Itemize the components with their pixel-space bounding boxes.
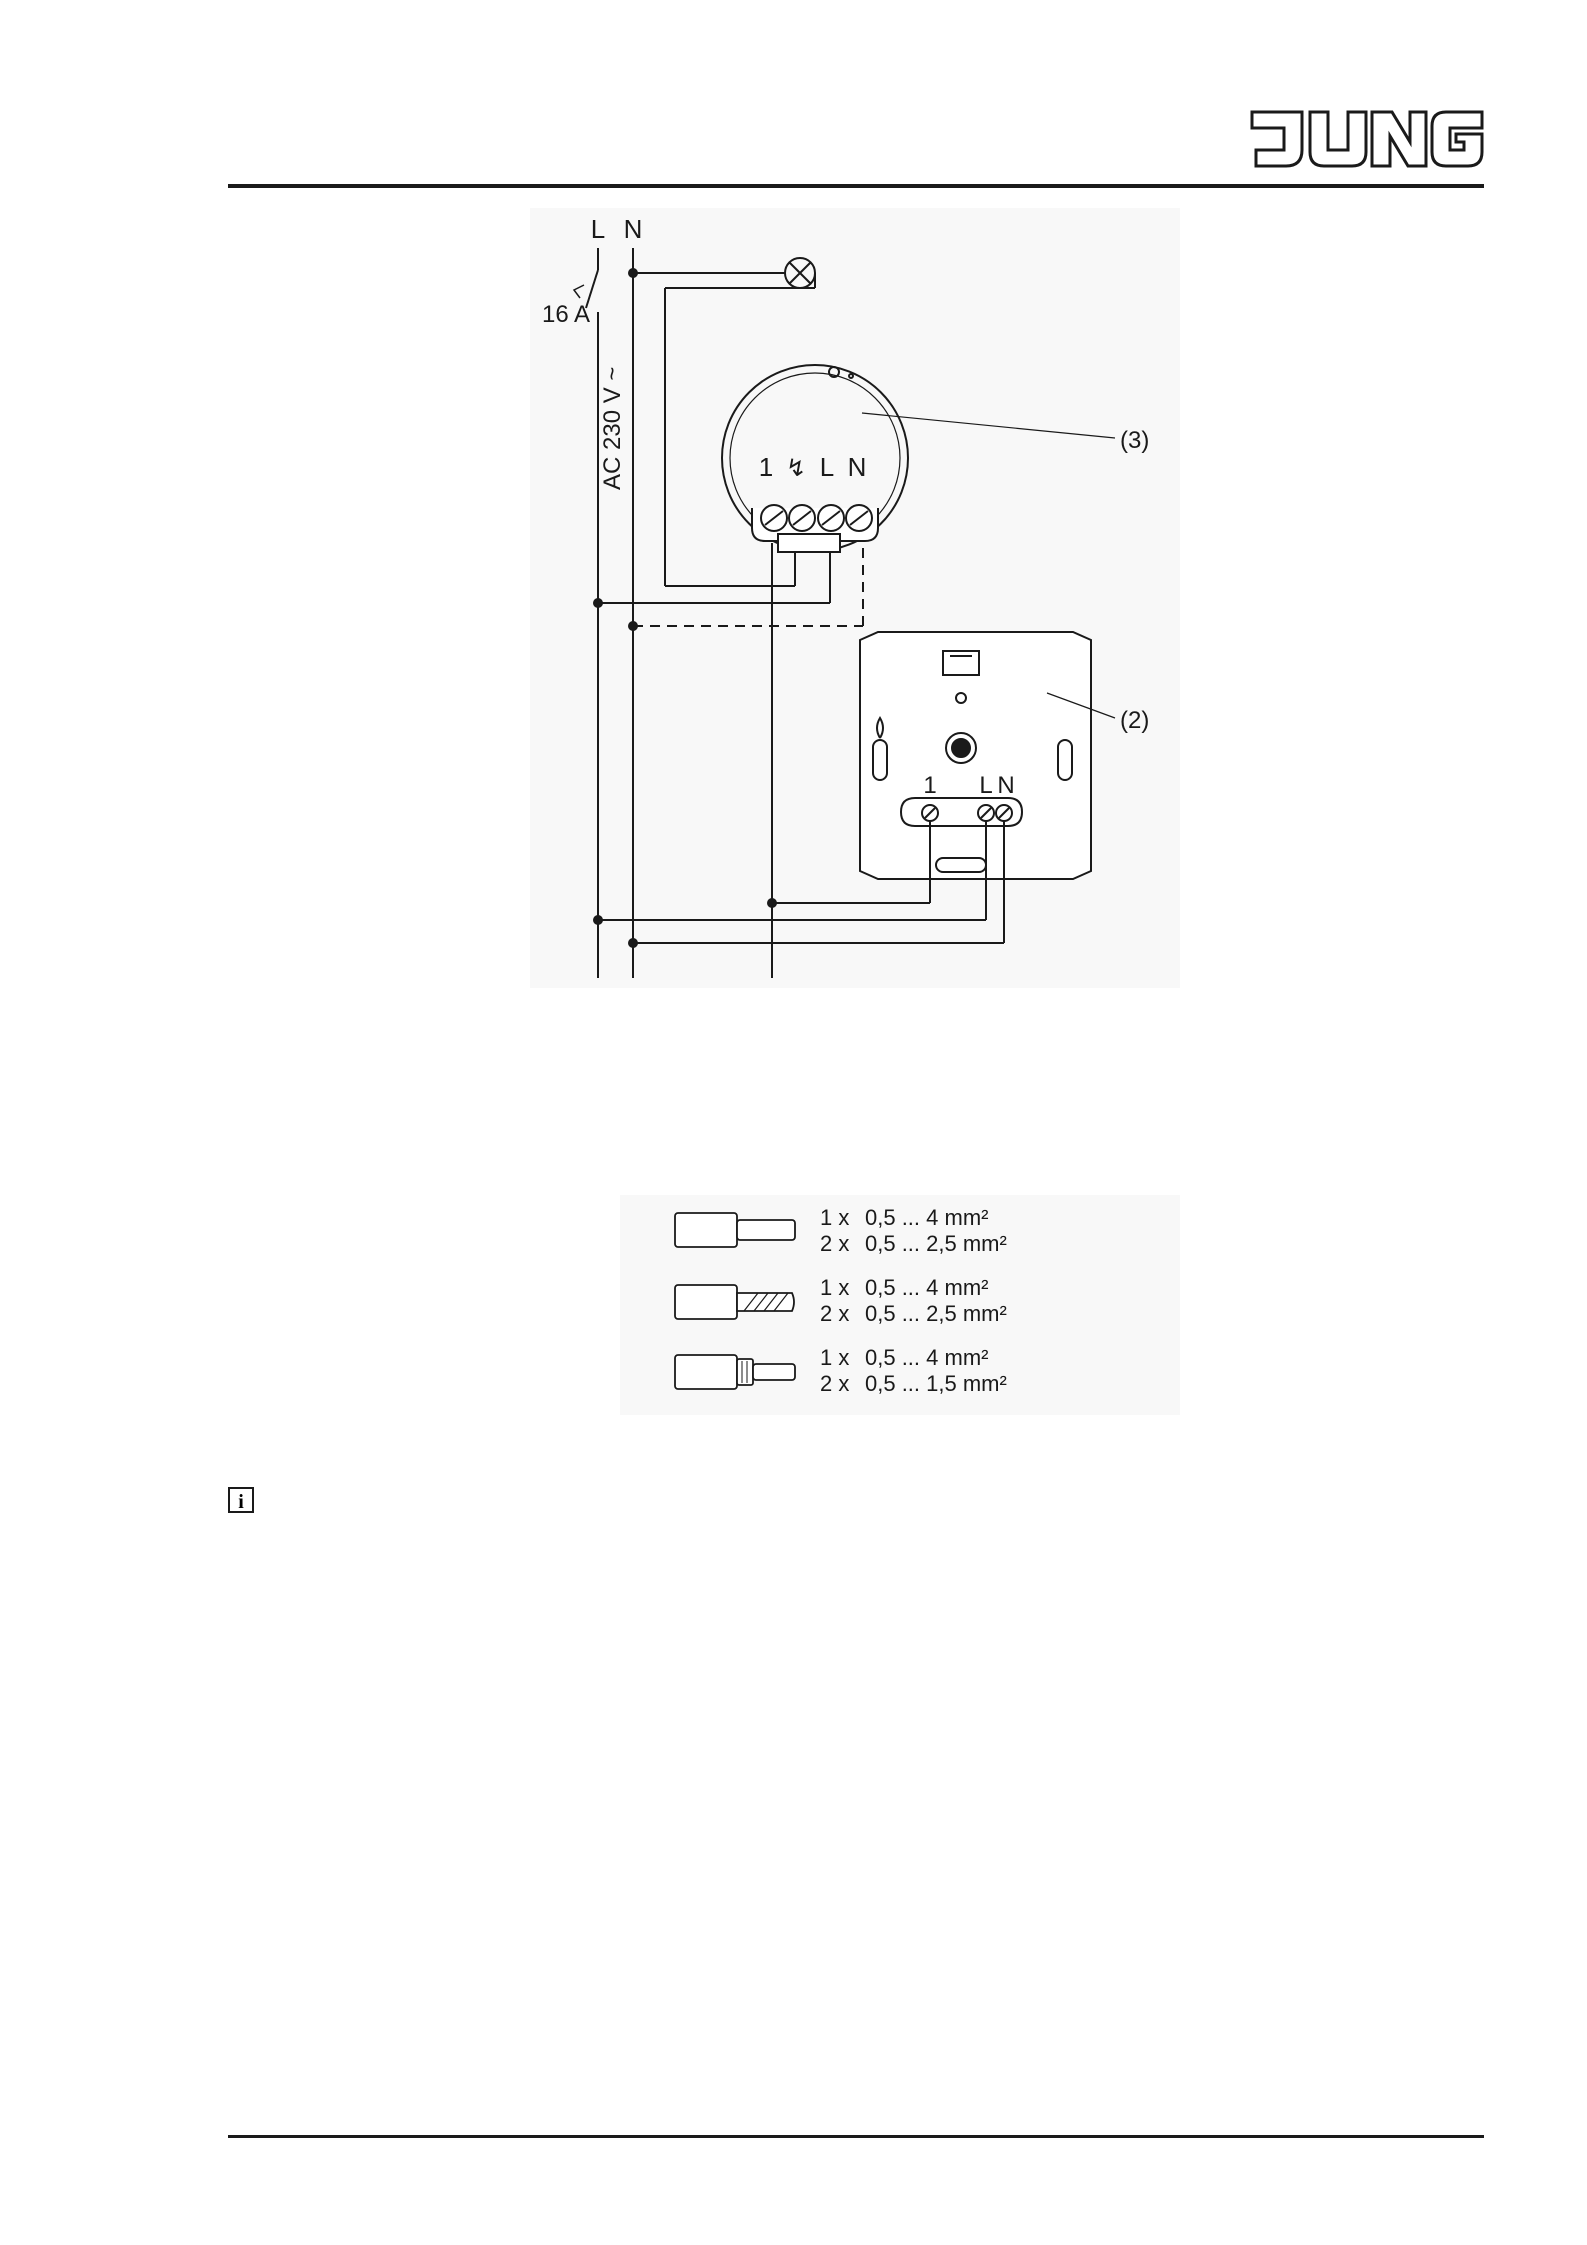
spec-1-count-1: 1 x: [820, 1205, 850, 1230]
spec-2-count-1: 1 x: [820, 1275, 850, 1300]
jung-logo: [1250, 108, 1484, 170]
spec-1-range-1: 0,5 ... 4 mm²: [865, 1205, 989, 1230]
callout-insert: (2): [1120, 707, 1150, 734]
actuator-terminal-1: 1: [923, 772, 937, 799]
spec-2-range-1: 0,5 ... 4 mm²: [865, 1275, 989, 1300]
spec-3-range-1: 0,5 ... 4 mm²: [865, 1345, 989, 1370]
spec-3-count-1: 1 x: [820, 1345, 850, 1370]
line-label: L: [590, 214, 606, 244]
callout-actuator: (3): [1120, 427, 1150, 454]
spec-1-range-2: 0,5 ... 2,5 mm²: [865, 1231, 1007, 1256]
neutral-label: N: [623, 214, 643, 244]
header-rule: [228, 184, 1484, 188]
footer-rule: [228, 2135, 1484, 2138]
insert-terminal-l: L: [819, 452, 835, 482]
cable-specs: [620, 1195, 1180, 1415]
insert-terminal-n: N: [847, 452, 867, 482]
spec-2-range-2: 0,5 ... 2,5 mm²: [865, 1301, 1007, 1326]
info-icon: [228, 1487, 254, 1513]
spec-3-count-2: 2 x: [820, 1371, 850, 1396]
wiring-diagram: [530, 208, 1180, 988]
spec-1-count-2: 2 x: [820, 1231, 850, 1256]
insert-symbol-icon: ↯: [785, 455, 807, 482]
spec-3-range-2: 0,5 ... 1,5 mm²: [865, 1371, 1007, 1396]
actuator-terminal-l: L: [979, 772, 993, 799]
voltage-label: AC 230 V ~: [599, 366, 626, 490]
insert-terminal-1: 1: [758, 452, 774, 482]
info-glyph: i: [238, 1491, 244, 1513]
fuse-label: 16 A: [542, 301, 591, 328]
actuator-terminal-n: N: [997, 772, 1015, 799]
spec-2-count-2: 2 x: [820, 1301, 850, 1326]
